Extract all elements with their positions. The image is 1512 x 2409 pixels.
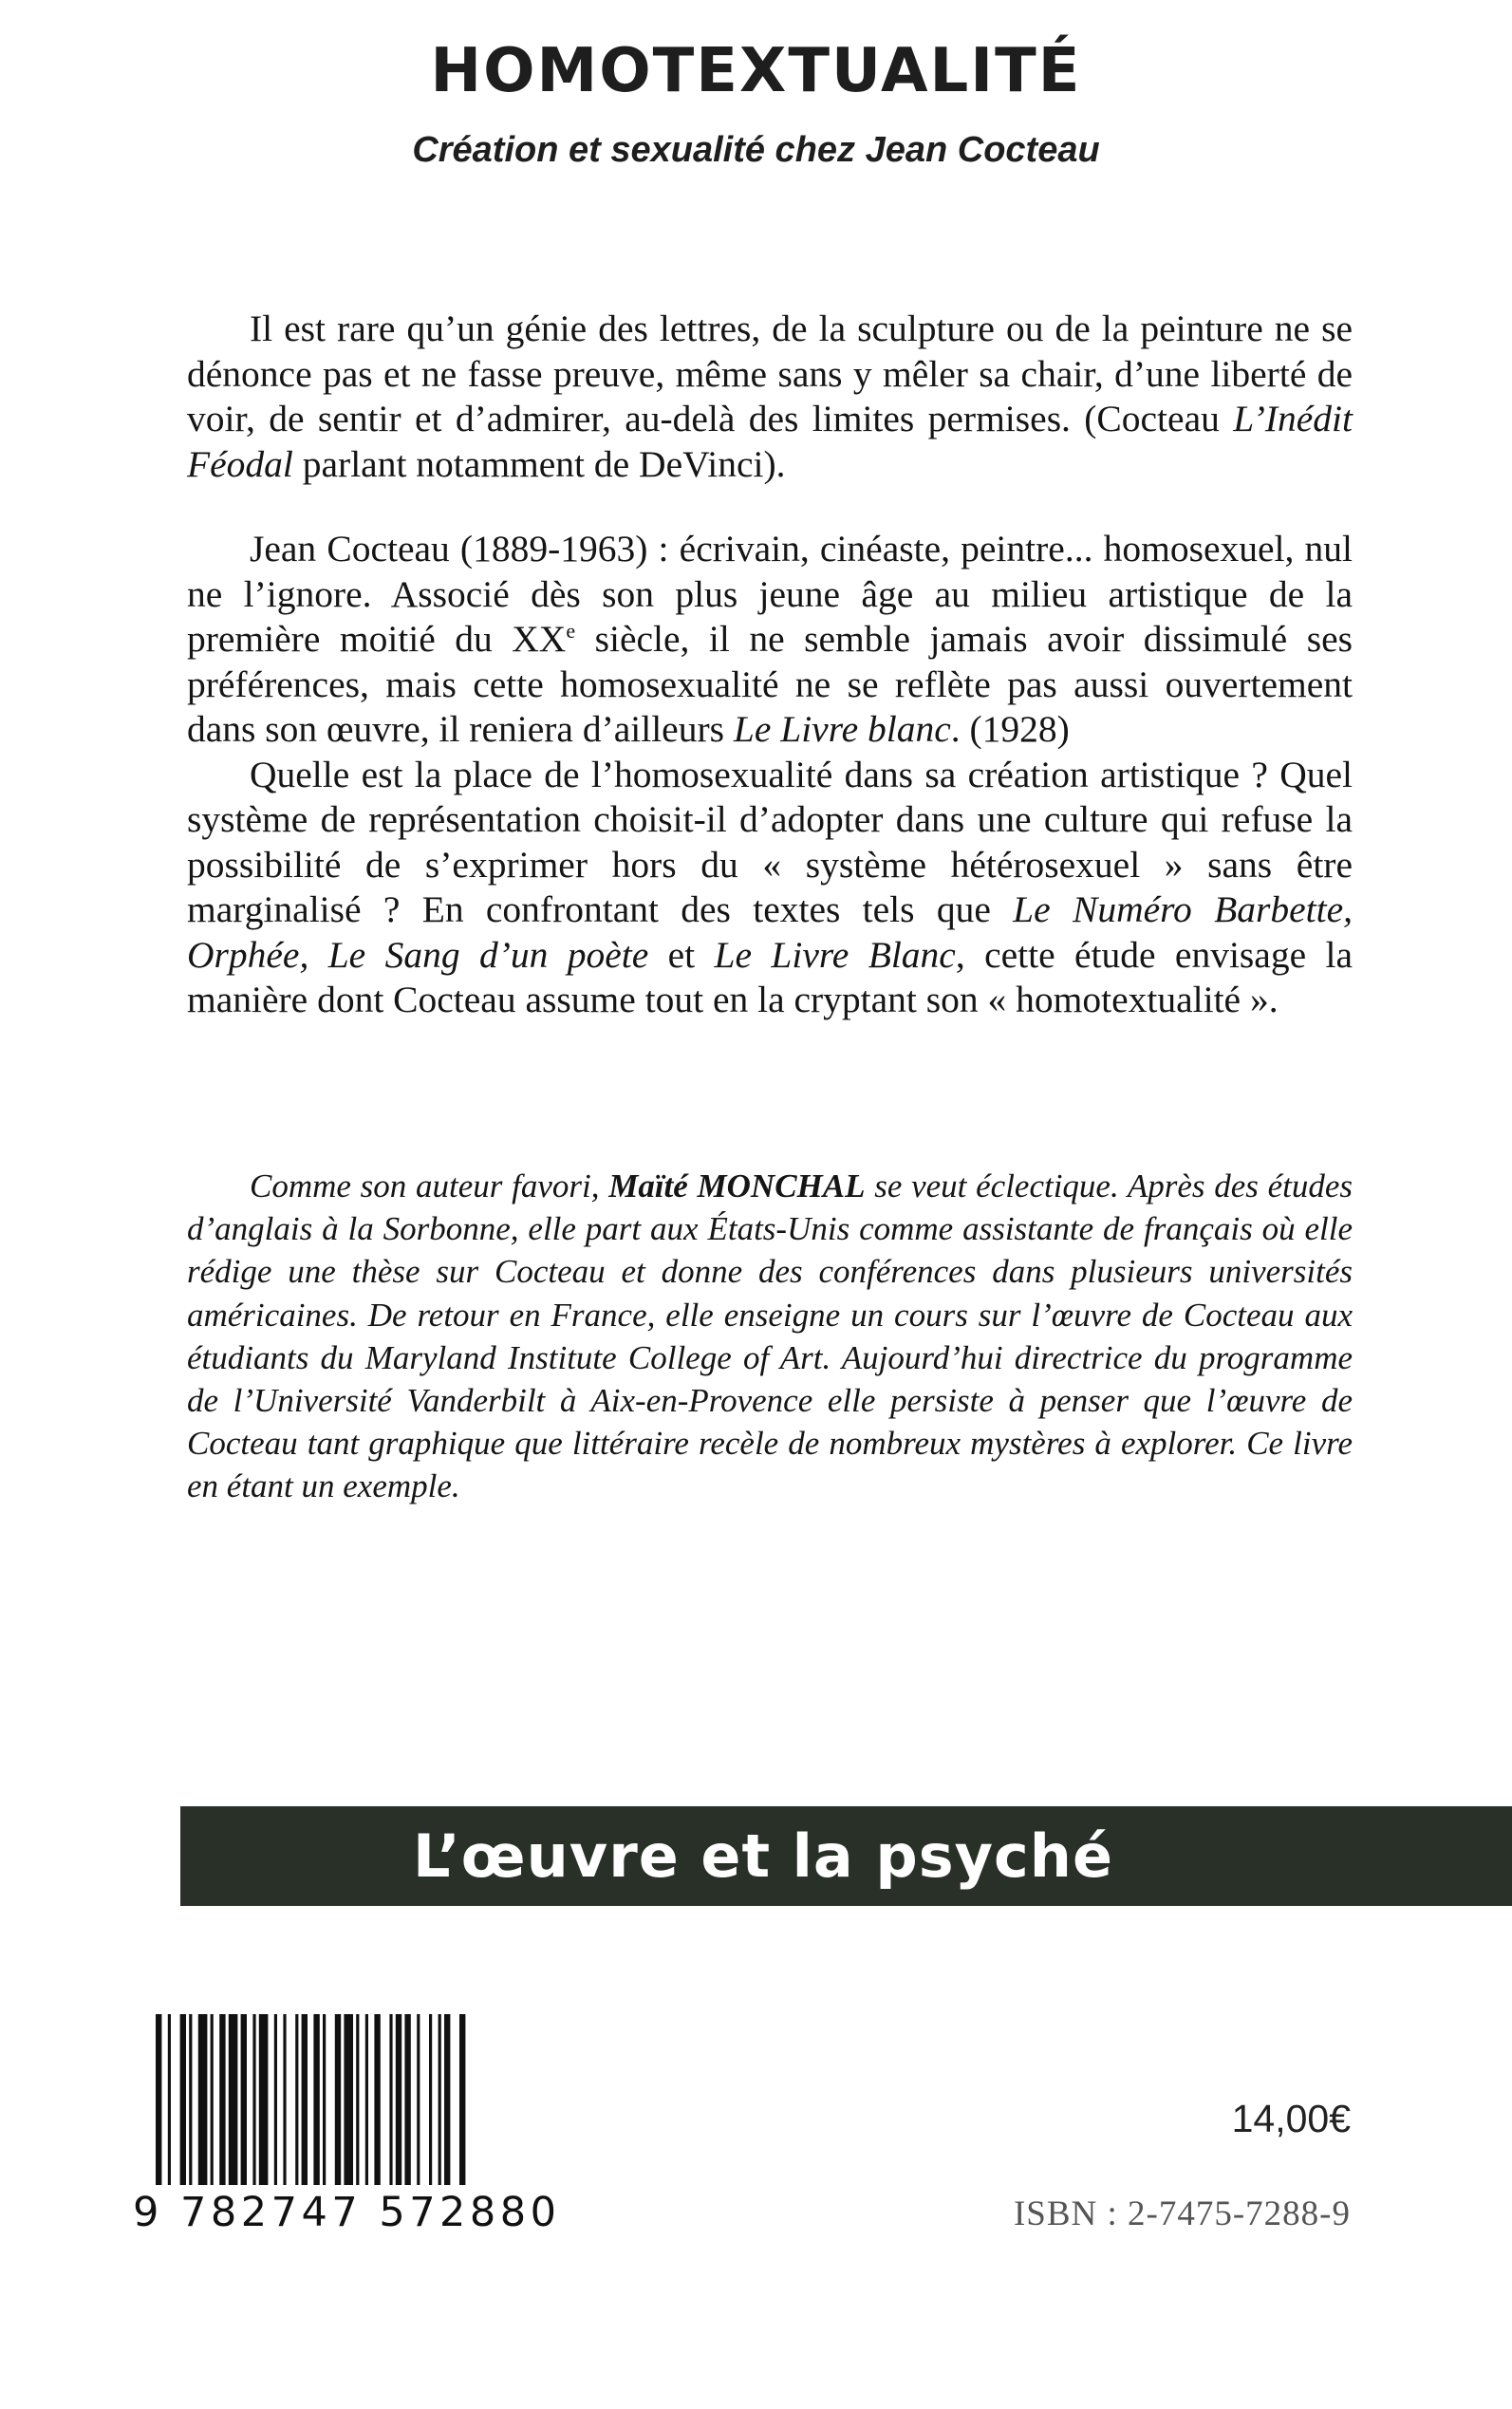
work-titles: Le Numéro Barbette, Orphée, Le Sang d’un poète bbox=[187, 888, 1353, 976]
barcode-bar bbox=[219, 2014, 225, 2185]
quote-text: Il est rare qu’un génie des lettres, de la sculpture ou de la peinture ne se dénonce pas et ne fasse preuve, même sans y mêler sa chair, d’une liberté de voir, de sentir et d’admirer, au-delà des limites permises. (Cocteau bbox=[187, 308, 1353, 439]
barcode-bar bbox=[252, 2014, 255, 2185]
barcode-bar bbox=[374, 2014, 380, 2185]
barcode-bar bbox=[335, 2014, 341, 2185]
barcode-bar bbox=[439, 2014, 441, 2185]
series-band bbox=[180, 1806, 1512, 1906]
barcode-bar bbox=[229, 2014, 238, 2185]
description-text: , cette étude envisage la manière dont Cocteau assume tout en la cryptant son « homotextualité ». bbox=[187, 933, 1353, 1020]
isbn: ISBN : 2-7475-7288-9 bbox=[1013, 2194, 1351, 2233]
description-text: . (1928) bbox=[950, 708, 1070, 750]
barcode-bar bbox=[459, 2014, 465, 2185]
barcode-bar bbox=[241, 2014, 247, 2185]
barcode-bar bbox=[156, 2014, 161, 2185]
work-title: Le Livre blanc bbox=[733, 708, 951, 750]
work-title: Le Livre Blanc bbox=[714, 933, 956, 976]
description-paragraph-1 bbox=[187, 527, 1353, 753]
quote-work-title: L’Inédit Féodal bbox=[187, 398, 1353, 485]
epigraph-quote bbox=[187, 307, 1353, 487]
book-description bbox=[187, 527, 1353, 1023]
price: 14,00€ bbox=[1231, 2097, 1351, 2140]
barcode-digits: 9 782747 572880 bbox=[133, 2189, 561, 2236]
bio-text: se veut éclectique. Après des études d’anglais à la Sorbonne, elle part aux États-Unis comme assistante de français où elle rédige une thèse sur Cocteau et donne des conférences dans plusieurs universités américaines. De retour en France, elle enseigne un cours sur l’œuvre de Cocteau aux étudiants du Maryland Institute College of Art. Aujourd’hui directrice du programme de l’Université Vanderbilt à Aix-en-Provence elle persiste à penser que l’œuvre de Cocteau tant graphique que littéraire recèle de nombreux mystères à explorer. Ce livre en étant un exemple. bbox=[187, 1167, 1353, 1505]
book-subtitle: Création et sexualité chez Jean Cocteau bbox=[412, 130, 1100, 170]
series-label: L’œuvre et la psyché bbox=[413, 1821, 1113, 1891]
barcode-bar bbox=[313, 2014, 319, 2185]
barcode-bar bbox=[365, 2014, 368, 2185]
barcode-bar bbox=[259, 2014, 269, 2185]
barcode-bar bbox=[274, 2014, 277, 2185]
barcode-bar bbox=[168, 2014, 171, 2185]
barcode-bar bbox=[189, 2014, 192, 2185]
description-text: Jean Cocteau (1889-1963) : écrivain, cinéaste, peintre... homosexuel, nul ne l’ignore. Associé dès son plus jeune âge au milieu artistique de la première moitié du XX bbox=[187, 528, 1353, 660]
barcode-bar bbox=[444, 2014, 450, 2185]
description-paragraph-2 bbox=[187, 753, 1353, 1023]
description-text: et bbox=[648, 933, 715, 976]
quote-paragraph bbox=[187, 307, 1353, 487]
barcode bbox=[152, 2014, 603, 2185]
barcode-bar bbox=[417, 2014, 420, 2185]
author-name: Maïté MONCHAL bbox=[608, 1167, 866, 1204]
barcode-bar bbox=[180, 2014, 186, 2185]
quote-text-end: parlant notamment de DeVinci). bbox=[292, 442, 786, 485]
barcode-bar bbox=[396, 2014, 401, 2185]
description-text: Quelle est la place de l’homosexualité dans sa création artistique ? Quel système de représentation choisit-il d’adopter dans une culture qui refuse la possibilité de s’exprimer hors du « système hétérosexuel » sans être marginalisé ? En confrontant des textes tels que bbox=[187, 753, 1353, 930]
author-bio bbox=[187, 1165, 1353, 1508]
barcode-bar bbox=[198, 2014, 208, 2185]
barcode-bar bbox=[302, 2014, 308, 2185]
bio-text: Comme son auteur favori, bbox=[250, 1167, 609, 1204]
book-title: HOMOTEXTUALITÉ bbox=[430, 36, 1082, 106]
barcode-bar bbox=[295, 2014, 298, 2185]
century-superscript: e bbox=[566, 618, 576, 643]
barcode-bar bbox=[356, 2014, 359, 2185]
barcode-bar bbox=[323, 2014, 326, 2185]
barcode-bar bbox=[389, 2014, 392, 2185]
barcode-bar bbox=[211, 2014, 214, 2185]
barcode-bar bbox=[404, 2014, 410, 2185]
description-text: siècle, il ne semble jamais avoir dissimulé ses préférences, mais cette homosexualité ne se reflète pas aussi ouvertement dans son œuvre, il reniera d’ailleurs bbox=[187, 618, 1353, 750]
barcode-bar bbox=[429, 2014, 432, 2185]
barcode-bar bbox=[283, 2014, 286, 2185]
barcode-bar bbox=[344, 2014, 353, 2185]
